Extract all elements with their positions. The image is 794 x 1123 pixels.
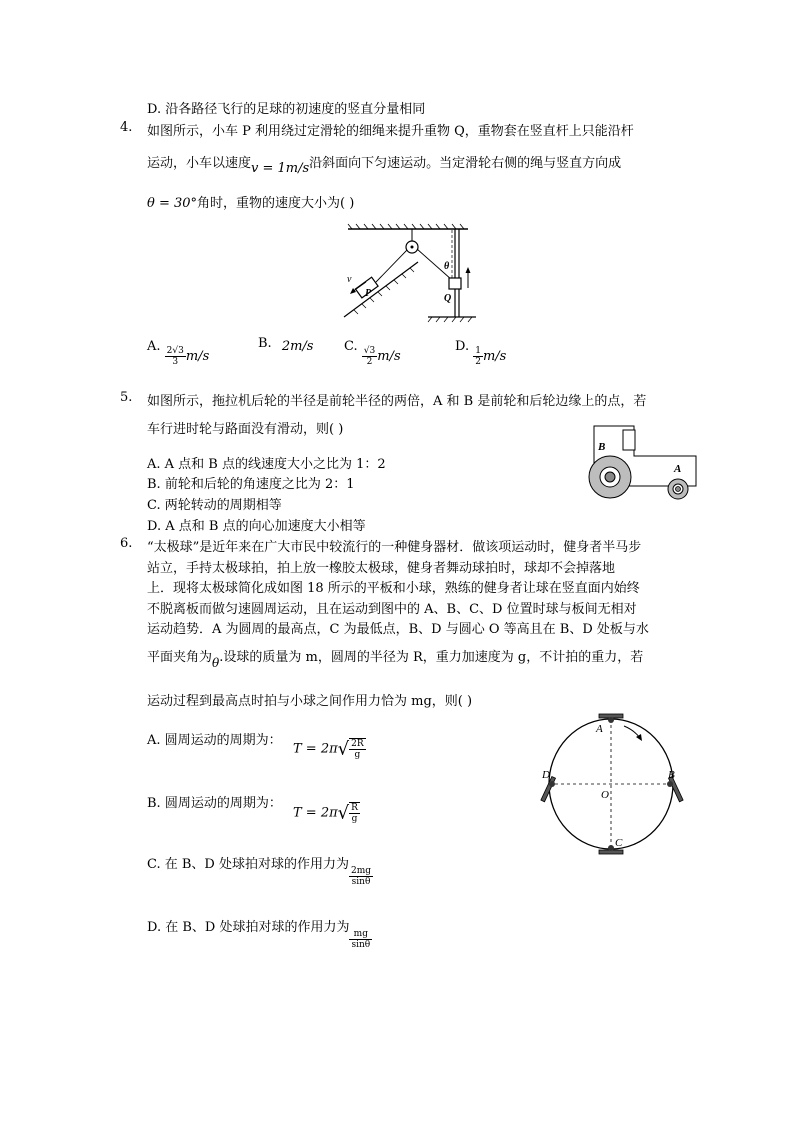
q6-option-c-frac: $\frac{2mg}{\sin\theta}$	[351, 866, 372, 887]
q6-option-a-formula: T = 2π√ $\frac{2R}{g}$	[293, 738, 364, 760]
q4-option-d-frac: $\frac{1}{2}$	[475, 346, 481, 367]
q4-line3b: 角时，重物的速度大小为( )	[197, 196, 355, 211]
q4-option-a-unit: m/s	[185, 349, 210, 364]
q5-line2: 车行进时轮与路面没有滑动，则( )	[147, 422, 344, 437]
q6-fig-d: D	[542, 769, 550, 781]
q6-line4: 不脱离板而做匀速圆周运动，且在运动到图中的 A、B、C、D 位置时球与板间无相对	[147, 602, 637, 617]
q3-option-d: D. 沿各路径飞行的足球的初速度的竖直分量相同	[147, 102, 426, 117]
q4-option-b	[258, 336, 314, 354]
q6-fig-a: A	[596, 723, 603, 735]
q4-option-c-letter: C.	[344, 339, 358, 354]
q6-fig-b: B	[668, 769, 675, 781]
q5-line1: 如图所示，拖拉机后轮的半径是前轮半径的两倍，A 和 B 是前轮和后轮边缘上的点，若	[147, 394, 647, 409]
q4-fig-v: v	[347, 274, 352, 285]
q4-line1: 如图所示，小车 P 利用绕过定滑轮的细绳来提升重物 Q，重物套在竖直杆上只能沿杆	[147, 124, 634, 139]
q6-fig-c: C	[615, 837, 623, 849]
q4-option-d-letter: D.	[455, 339, 470, 354]
q5-fig-a: A	[674, 463, 682, 475]
q4-option-c-frac: $\frac{√3}{2}$	[363, 346, 376, 367]
q4-option-b-letter: B.	[258, 336, 272, 351]
q4-option-c-unit: m/s	[377, 349, 401, 364]
q4-option-c	[344, 336, 401, 367]
q6-line6	[147, 646, 644, 670]
q6-option-a-frac: $\frac{2R}{g}$	[351, 739, 364, 760]
q4-option-a	[147, 336, 210, 367]
q5-option-a: A. A 点和 B 点的线速度大小之比为 1：2	[147, 457, 386, 472]
q4-option-d-unit: m/s	[482, 349, 507, 364]
q6-option-b-text: B. 圆周运动的周期为：	[147, 796, 282, 811]
q4-line2	[147, 152, 622, 176]
q6-option-b-formula: T = 2π√ $\frac{R}{g}$	[293, 802, 358, 824]
q4-number: 4.	[120, 120, 133, 135]
q6-line6-theta: θ	[212, 656, 220, 670]
q6-option-b-lhs: T = 2π	[293, 805, 338, 821]
q6-circle-figure	[538, 712, 688, 862]
q4-v-expr: v = 1m/s	[251, 161, 310, 176]
q6-line1: “太极球”是近年来在广大市民中较流行的一种健身器材．做该项运动时，健身者半马步	[147, 540, 642, 555]
q6-line3: 上．现将太极球简化成如图 18 所示的平板和小球，熟练的健身者让球在竖直面内始终	[147, 581, 640, 596]
q6-line2: 站立，手持太极球拍，拍上放一橡胶太极球，健身者舞动球拍时，球却不会掉落地	[147, 561, 616, 576]
q4-fig-p: P	[365, 288, 372, 299]
q5-number: 5.	[120, 390, 133, 405]
q6-option-c	[147, 853, 373, 887]
q6-option-a-text: A. 圆周运动的周期为：	[147, 733, 282, 748]
q6-option-d-text: D. 在 B、D 处球拍对球的作用力为	[147, 920, 350, 935]
q4-figure	[340, 222, 480, 322]
q5-tractor-figure	[586, 420, 701, 502]
q4-fig-theta: θ	[444, 261, 450, 272]
q4-option-a-frac: $\frac{2√3}{3}$	[166, 346, 184, 367]
q5-fig-b: B	[598, 441, 606, 453]
q4-theta-expr: θ = 30°	[147, 196, 198, 211]
q5-option-b: B. 前轮和后轮的角速度之比为 2：1	[147, 477, 355, 492]
q6-option-d	[147, 916, 372, 950]
q6-line5: 运动趋势．A 为圆周的最高点，C 为最低点，B、D 与圆心 O 等高且在 B、D 处板与水	[147, 622, 649, 637]
q4-option-d	[455, 336, 507, 367]
q4-fig-q: Q	[444, 293, 452, 304]
q6-option-a-lhs: T = 2π	[293, 741, 338, 757]
q4-line2b: 沿斜面向下匀速运动。当定滑轮右侧的绳与竖直方向成	[309, 156, 622, 171]
q6-option-d-frac: $\frac{mg}{\sin\theta}$	[351, 929, 371, 950]
q5-option-d: D. A 点和 B 点的向心加速度大小相等	[147, 519, 366, 534]
q6-line7: 运动过程到最高点时拍与小球之间作用力恰为 mg，则( )	[147, 694, 473, 709]
q6-line6a: 平面夹角为	[147, 650, 213, 665]
q4-option-a-letter: A.	[147, 339, 161, 354]
q6-line6b: .设球的质量为 m，圆周的半径为 R，重力加速度为 g，不计拍的重力，若	[219, 650, 644, 665]
q4-option-b-text: 2m/s	[281, 339, 314, 354]
q6-option-c-text: C. 在 B、D 处球拍对球的作用力为	[147, 857, 349, 872]
q6-number: 6.	[120, 536, 133, 551]
q4-line2a: 运动，小车以速度	[147, 156, 252, 171]
q5-option-c: C. 两轮转动的周期相等	[147, 498, 282, 513]
q4-line3	[147, 192, 354, 211]
q6-option-b-frac: $\frac{R}{g}$	[351, 803, 358, 824]
q6-fig-o: O	[601, 789, 609, 801]
